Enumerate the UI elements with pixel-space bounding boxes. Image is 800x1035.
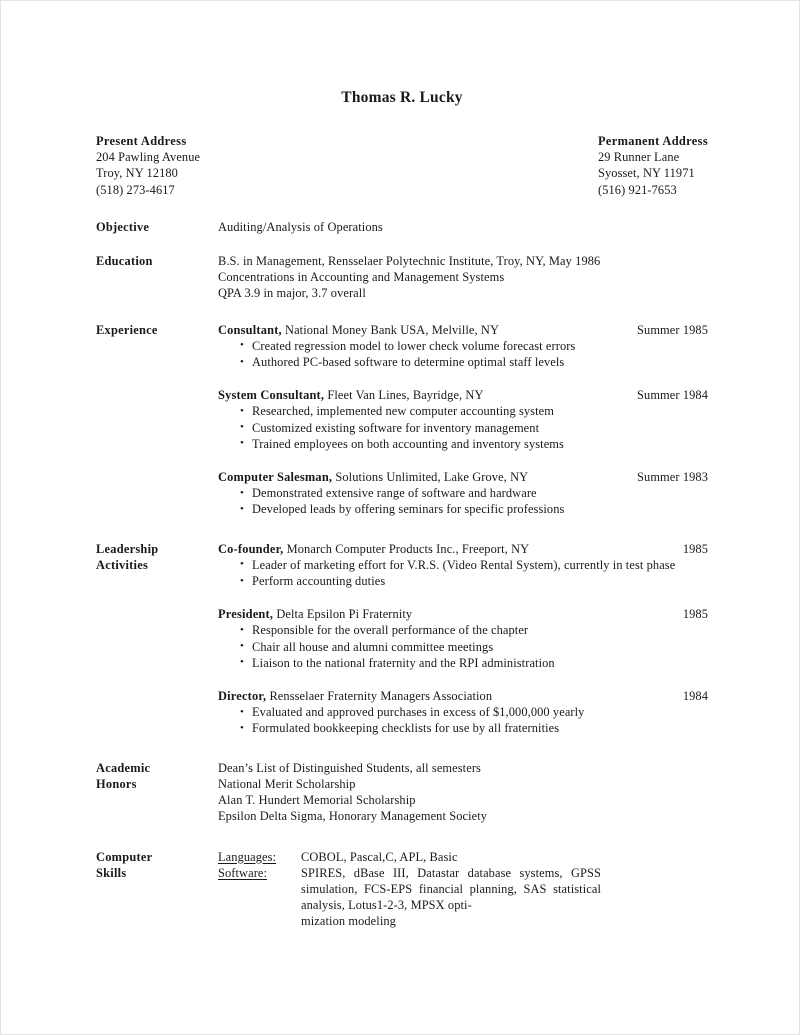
entry-title (218, 322, 513, 338)
list-item: • Perform accounting duties (218, 573, 708, 589)
skill-values-continuation: mization modeling (301, 914, 396, 929)
skills-table (218, 849, 708, 930)
entry-header (218, 541, 708, 557)
entry-bullet-list (218, 704, 708, 736)
entry-role: Computer Salesman, (218, 470, 333, 485)
permanent-address (598, 133, 708, 198)
education-degree: B.S. in Management, Rensselaer Polytechnic Institute, Troy, NY, May 1986 (218, 254, 601, 269)
list-item: • Demonstrated extensive range of software and hardware (218, 485, 708, 501)
entry-title (218, 606, 426, 622)
honor-item: Alan T. Hundert Memorial Scholarship (218, 793, 416, 808)
experience-entry (218, 322, 708, 371)
present-address-phone: (518) 273-4617 (96, 182, 175, 197)
entry-bullet-list (218, 485, 708, 517)
section-body-skills (218, 849, 708, 930)
entry-header (218, 469, 708, 485)
entry-date: 1985 (682, 607, 708, 622)
honor-item: Epsilon Delta Sigma, Honorary Management Society (218, 809, 488, 824)
skill-category-label: Software: (218, 865, 268, 880)
entry-organization: Monarch Computer Products Inc., Freeport, NY (283, 541, 530, 556)
entry-role: System Consultant, (218, 388, 325, 403)
list-item: • Liaison to the national fraternity and the RPI administration (218, 655, 708, 671)
entry-organization: National Money Bank USA, Melville, NY (281, 322, 499, 337)
entry-date: 1984 (682, 689, 708, 704)
skill-values (301, 865, 601, 930)
objective-text: Auditing/Analysis of Operations (218, 219, 383, 234)
entry-title (218, 387, 498, 403)
entry-role: President, (218, 607, 274, 622)
resume-content (96, 1, 708, 930)
entry-bullet-list (218, 403, 708, 452)
section-body-experience (218, 322, 708, 518)
list-item: • Trained employees on both accounting and inventory systems (218, 436, 708, 452)
entry-date: 1985 (682, 541, 708, 556)
entry-bullet-list (218, 622, 708, 671)
entry-role: Co-founder, (218, 541, 284, 556)
entry-header (218, 387, 708, 403)
experience-entry (218, 606, 708, 671)
list-item: • Customized existing software for inventory management (218, 420, 708, 436)
present-address (96, 133, 200, 198)
list-item: • Authored PC-based software to determine optimal staff levels (218, 354, 708, 370)
section-body-objective (218, 219, 708, 235)
entry-date: Summer 1984 (637, 388, 708, 403)
education-concentrations: Concentrations in Accounting and Management Systems (218, 270, 505, 285)
section-body-leadership (218, 541, 708, 737)
permanent-address-city: Syosset, NY 11971 (597, 166, 695, 181)
section-objective (96, 219, 708, 235)
permanent-address-phone: (516) 921-7653 (597, 182, 677, 197)
entry-bullet-list (218, 557, 708, 589)
entry-title (218, 541, 543, 557)
entry-organization: Solutions Unlimited, Lake Grove, NY (332, 470, 529, 485)
section-label-honors: Academic Honors (96, 760, 151, 791)
section-body-education (218, 253, 708, 302)
present-address-street: 204 Pawling Avenue (96, 150, 201, 165)
entry-organization: Fleet Van Lines, Bayridge, NY (324, 388, 484, 403)
entry-title (218, 469, 542, 485)
section-experience (96, 322, 708, 518)
address-block (96, 133, 708, 198)
permanent-address-heading: Permanent Address (597, 134, 708, 148)
list-item: • Leader of marketing effort for V.R.S. (Video Rental System), currently in test phase (218, 557, 708, 573)
list-item: • Chair all house and alumni committee meetings (218, 639, 708, 655)
list-item: • Created regression model to lower check volume forecast errors (218, 338, 708, 354)
education-gpa: QPA 3.9 in major, 3.7 overall (218, 286, 366, 301)
entry-organization: Rensselaer Fraternity Managers Association (266, 689, 493, 704)
list-item: • Formulated bookkeeping checklists for use by all fraternities (218, 720, 708, 736)
section-education (96, 253, 708, 302)
honor-item: Dean’s List of Distinguished Students, all semesters (218, 760, 481, 775)
experience-entry (218, 688, 708, 737)
experience-entry (218, 387, 708, 452)
entry-date: Summer 1983 (637, 470, 708, 485)
entry-title (218, 688, 506, 704)
present-address-heading: Present Address (96, 134, 187, 148)
section-label-education: Education (96, 254, 153, 269)
skill-values: COBOL, Pascal,C, APL, Basic (301, 849, 458, 864)
section-leadership (96, 541, 708, 737)
entry-organization: Delta Epsilon Pi Fraternity (273, 607, 413, 622)
skill-values-main: SPIRES, dBase III, Datastar database systems, GPSS simulation, FCS-EPS financial planning, SAS statistical analysis, Lotus1-2-3, MPSX opti- (301, 865, 601, 913)
section-skills (96, 849, 708, 930)
honor-item: National Merit Scholarship (218, 776, 356, 791)
skill-category-label: Languages: (218, 849, 277, 864)
section-honors (96, 760, 708, 825)
entry-date: Summer 1985 (637, 322, 708, 337)
entry-header (218, 606, 708, 622)
experience-entry (218, 469, 708, 518)
experience-entry (218, 541, 708, 590)
entry-header (218, 688, 708, 704)
page-title: Thomas R. Lucky (341, 89, 463, 106)
list-item: • Developed leads by offering seminars for specific professions (218, 501, 708, 517)
present-address-city: Troy, NY 12180 (96, 166, 178, 181)
list-item: • Evaluated and approved purchases in excess of $1,000,000 yearly (218, 704, 708, 720)
list-item: • Responsible for the overall performance of the chapter (218, 622, 708, 638)
section-label-leadership: Leadership Activities (96, 541, 159, 572)
section-label-skills: Computer Skills (96, 849, 153, 880)
entry-header (218, 322, 708, 338)
entry-role: Consultant, (218, 322, 282, 337)
entry-bullet-list (218, 338, 708, 370)
section-label-experience: Experience (96, 322, 158, 337)
section-body-honors (218, 760, 708, 825)
section-label-objective: Objective (96, 219, 150, 234)
list-item: • Researched, implemented new computer accounting system (218, 403, 708, 419)
entry-role: Director, (218, 689, 267, 704)
permanent-address-street: 29 Runner Lane (597, 150, 680, 165)
